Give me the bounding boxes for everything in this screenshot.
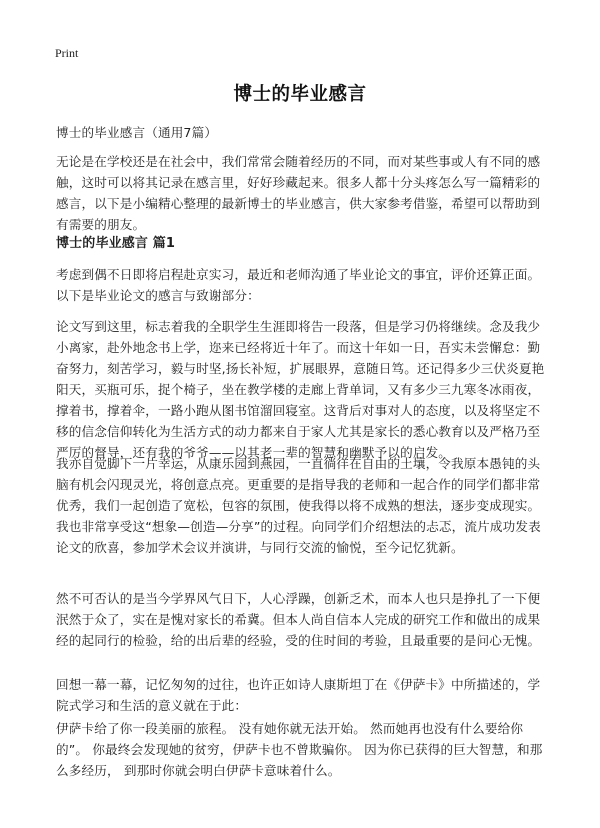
body-paragraph: 回想一幕一幕，记忆匆匆的过往，也许正如诗人康斯坦丁在《伊萨卡》中所描述的，学院式学习和生活的意义就在于此： [56,677,541,713]
document-title: 博士的毕业感言 [233,84,367,105]
intro-paragraph: 无论是在学校还是在社会中，我们常常会随着经历的不同，而对某些事或人有不同的感触，这时可以将其记录在感言里，好好珍藏起来。很多人都十分头疼怎么写一篇精彩的感言，以下是小编精心整理的最新博士的毕业感言，供大家参考借鉴，希望可以帮助到有需要的朋友。 [56,154,541,232]
body-paragraph: 论文写到这里，标志着我的全职学生生涯即将告一段落，但是学习仍将继续。念及我少小离家，赴外地念书上学，迩来已经将近十年了。而这十年如一日，吾实未尝懈怠：勤奋努力，刻苦学习，毅与时坚,扬长补短，扩展眼界，意随日笃。还记得多少三伏炎夏艳阳天，买瓶可乐，捉个椅子，坐在教学楼的走廊上背单词，又有多少三九寒冬冰雨夜，撑着书，撑着伞，一路小跑从图书馆溜回寝室。这背后对事对人的态度，以及将坚定不移的信念信仰转化为生活方式的动力都来自于家人尤其是家长的悉心教育以及严格乃至严厉的督导，还有我的爷爷——以其老一辈的智慧和幽默予以的启发。 [56,319,545,460]
document-subtitle: 博士的毕业感言（通用7篇） [56,125,218,140]
body-paragraph: 伊萨卡给了你一段美丽的旅程。 没有她你就无法开始。 然而她再也没有什么要给你的”。 你最终会发现她的贫穷，伊萨卡也不曾欺骗你。 因为你已获得的巨大智慧，和那么多经历， 到那时你就会明白伊萨卡意味着什么。 [56,721,543,778]
body-paragraph: 然不可否认的是当今学界风气日下，人心浮躁，创新乏术，而本人也只是挣扎了一下便泯然于众了，实在是愧对家长的希冀。但本人尚自信本人完成的研究工作和做出的成果经的起同行的检验，给的出后辈的经验，受的住时间的考验，且最重要的是问心无愧。 [56,591,541,648]
section-heading: 博士的毕业感言 篇1 [56,236,176,251]
print-label: Print [55,46,79,60]
body-paragraph: 我亦自觉脚下一片幸运，从康乐园到燕园，一直徜徉在自由的土壤，令我原本愚钝的头脑有机会闪现灵光，将创意点亮。更重要的是指导我的老师和一起合作的同学们都非常优秀，我们一起创造了宽松，包容的氛围，使我得以将不成熟的想法，逐步变成现实。我也非常享受这“想象—创造—分享”的过程。向同学们介绍想法的忐忑，流片成功发表论文的欣喜，参加学术会议并演讲，与同行交流的愉悦，至今记忆犹新。 [56,456,541,555]
body-paragraph: 考虑到偶不日即将启程赴京实习，最近和老师沟通了毕业论文的事宜，评价还算正面。以下是毕业论文的感言与致谢部分： [56,267,541,303]
